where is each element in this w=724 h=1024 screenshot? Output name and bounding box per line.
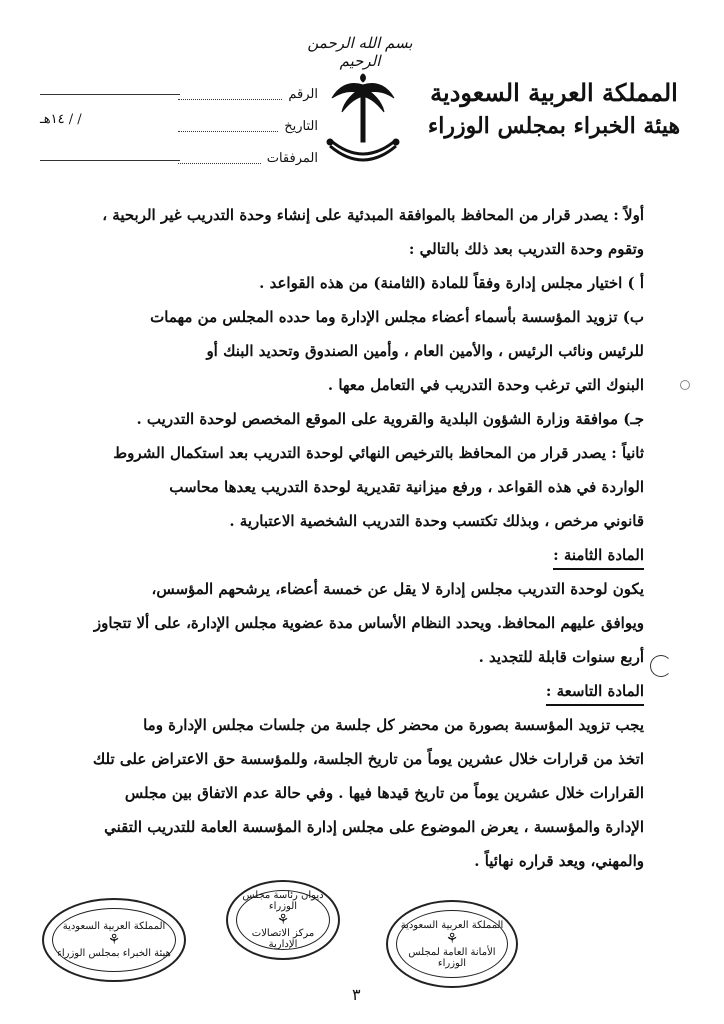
paragraph-13: أربع سنوات قابلة للتجديد . xyxy=(478,648,644,666)
seal-right-top: المملكة العربية السعودية xyxy=(400,919,504,931)
letterhead xyxy=(414,78,694,139)
seal-middle xyxy=(226,880,340,960)
palm-swords-emblem-icon xyxy=(318,70,408,180)
attachments-label: المرفقات xyxy=(266,150,318,166)
kingdom-title: المملكة العربية السعودية xyxy=(430,78,678,107)
date-value: / / ١٤هـ xyxy=(40,112,82,127)
paragraph-15: اتخذ من قرارات خلال عشرين يوماً من تاريخ الجلسة، وللمؤسسة حق الاعتراض على تلك xyxy=(92,750,644,768)
paragraph-16: القرارات خلال عشرين يوماً من تاريخ قيدها فيها . وفي حالة عدم الاتفاق بين مجلس xyxy=(124,784,644,802)
ref-line-left xyxy=(40,84,180,95)
margin-binding-mark xyxy=(650,655,672,677)
seal-middle-top: ديوان رئاسة مجلس الوزراء xyxy=(242,890,324,912)
paragraph-7: جـ) موافقة وزارة الشؤون البلدية والقروية على الموقع المخصص لوحدة التدريب . xyxy=(136,410,644,428)
paragraph-3: أ ) اختيار مجلس إدارة وفقاً للمادة (الثامنة) من هذه القواعد . xyxy=(259,274,644,292)
ref-label: الرقم xyxy=(288,86,318,102)
seal-right-palm-icon: ⚘ xyxy=(445,930,459,947)
seal-left-top: المملكة العربية السعودية xyxy=(62,921,166,932)
paragraph-10: قانوني مرخص ، وبذلك تكتسب وحدة التدريب الشخصية الاعتبارية . xyxy=(229,512,644,530)
seal-left-bottom: هيئة الخبراء بمجلس الوزراء xyxy=(57,948,171,959)
authority-title: هيئة الخبراء بمجلس الوزراء xyxy=(427,113,681,139)
date-line xyxy=(178,121,278,132)
ref-row xyxy=(178,78,318,110)
paragraph-8: ثانياً : يصدر قرار من المحافظ بالترخيص النهائي لوحدة التدريب بعد استكمال الشروط xyxy=(113,444,644,462)
paragraph-12: ويوافق عليهم المحافظ. ويحدد النظام الأساس مدة عضوية مجلس الإدارة، على ألا تتجاوز xyxy=(93,614,644,632)
page-number: ٣ xyxy=(352,985,361,1004)
paragraph-11: يكون لوحدة التدريب مجلس إدارة لا يقل عن خمسة أعضاء، يرشحهم المؤسس، xyxy=(151,580,644,598)
article-9-heading: المادة التاسعة : xyxy=(546,678,644,706)
date-row xyxy=(178,110,318,142)
seal-left xyxy=(42,898,186,982)
seal-right-bottom: الأمانة العامة لمجلس الوزراء xyxy=(408,946,496,969)
seal-left-palm-icon: ⚘ xyxy=(107,932,121,948)
attachments-row xyxy=(178,142,318,174)
document-body xyxy=(50,198,644,878)
article-8-heading: المادة الثامنة : xyxy=(553,542,644,570)
attachments-line xyxy=(178,153,261,164)
ref-line xyxy=(178,89,282,100)
paragraph-14: يجب تزويد المؤسسة بصورة من محضر كل جلسة من جلسات مجلس الإدارة وما xyxy=(143,716,644,734)
date-label: التاريخ xyxy=(284,118,318,134)
seal-right xyxy=(386,900,518,988)
document-meta xyxy=(178,78,318,174)
paragraph-9: الواردة في هذه القواعد ، ورفع ميزانية تقديرية لوحدة التدريب يعدها محاسب xyxy=(169,478,644,496)
paragraph-6: البنوك التي ترغب وحدة التدريب في التعامل معها . xyxy=(327,376,644,394)
paragraph-17: الإدارة والمؤسسة ، يعرض الموضوع على مجلس إدارة المؤسسة العامة للتدريب التقني xyxy=(104,818,644,836)
paragraph-2: وتقوم وحدة التدريب بعد ذلك بالتالي : xyxy=(408,240,644,258)
basmala: بسم الله الرحمن الرحيم xyxy=(307,34,413,70)
seal-middle-palm-icon: ⚘ xyxy=(276,912,290,928)
paragraph-4: ب) تزويد المؤسسة بأسماء أعضاء مجلس الإدارة وما حدده المجلس من مهمات xyxy=(150,308,644,326)
paragraph-5: للرئيس ونائب الرئيس ، والأمين العام ، وأمين الصندوق وتحديد البنك أو xyxy=(206,342,644,360)
seal-middle-bottom: مركز الاتصالات الإدارية xyxy=(251,928,315,950)
attachments-line-left xyxy=(40,150,180,161)
margin-punch-mark xyxy=(680,380,690,390)
paragraph-1: أولاً : يصدر قرار من المحافظ بالموافقة المبدئية على إنشاء وحدة التدريب غير الربحية ، xyxy=(102,206,644,224)
paragraph-18: والمهني، ويعد قراره نهائياً . xyxy=(474,852,644,870)
